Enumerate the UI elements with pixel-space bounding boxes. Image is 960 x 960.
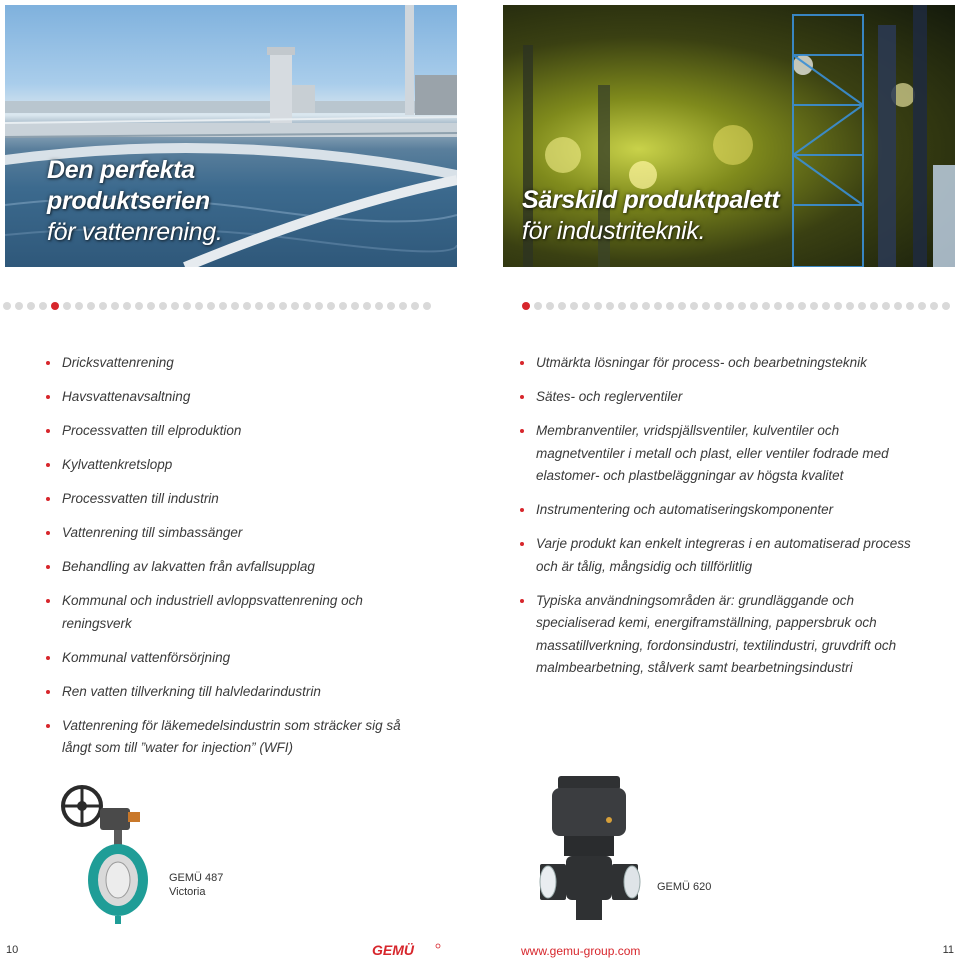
butterfly-valve-image bbox=[58, 780, 168, 925]
dot bbox=[798, 302, 806, 310]
dot bbox=[363, 302, 371, 310]
dot bbox=[942, 302, 950, 310]
dot bbox=[159, 302, 167, 310]
dot bbox=[279, 302, 287, 310]
dot bbox=[786, 302, 794, 310]
dot bbox=[834, 302, 842, 310]
dot bbox=[183, 302, 191, 310]
product-caption-gemu-487 bbox=[169, 871, 223, 899]
dot bbox=[870, 302, 878, 310]
list-item: Vattenrening till simbassänger bbox=[46, 522, 406, 545]
industrial-applications-list bbox=[520, 352, 920, 691]
dot bbox=[27, 302, 35, 310]
dot bbox=[894, 302, 902, 310]
dot bbox=[375, 302, 383, 310]
dot-divider-left bbox=[3, 302, 431, 312]
dot bbox=[255, 302, 263, 310]
list-item: Dricksvattenrening bbox=[46, 352, 406, 375]
list-item: Processvatten till industrin bbox=[46, 488, 406, 511]
dot bbox=[339, 302, 347, 310]
list-item: Kommunal vattenförsörjning bbox=[46, 647, 406, 670]
dot-divider-right bbox=[522, 302, 950, 312]
dot bbox=[219, 302, 227, 310]
list-item: Instrumentering och automatiseringskomponenter bbox=[520, 499, 920, 522]
dot bbox=[87, 302, 95, 310]
dot bbox=[546, 302, 554, 310]
hero-left-caption-line1: Den perfekta bbox=[47, 156, 195, 184]
dot bbox=[15, 302, 23, 310]
list-item: Utmärkta lösningar för process- och bearbetningsteknik bbox=[520, 352, 920, 375]
dot bbox=[207, 302, 215, 310]
list-item: Membranventiler, vridspjällsventiler, kulventiler och magnetventiler i metall och plast, eller ventiler fodrade med elastomer- och plastbeläggningar av högsta kvalitet bbox=[520, 420, 920, 488]
dot bbox=[738, 302, 746, 310]
dot bbox=[930, 302, 938, 310]
dot bbox=[822, 302, 830, 310]
dot bbox=[882, 302, 890, 310]
dot bbox=[690, 302, 698, 310]
dot bbox=[582, 302, 590, 310]
dot-active bbox=[522, 302, 530, 310]
dot bbox=[654, 302, 662, 310]
dot bbox=[726, 302, 734, 310]
dot bbox=[906, 302, 914, 310]
list-item: Behandling av lakvatten från avfallsupplag bbox=[46, 556, 406, 579]
list-item: Typiska användningsområden är: grundläggande och specialiserad kemi, energiframställning, pappersbruk och massatillverkning, fordonsindustri, textilindustri, gruvdrift och malmbearbetning, stålverk samt bearbetningsindustri bbox=[520, 590, 920, 680]
dot bbox=[423, 302, 431, 310]
list-item: Vattenrening för läkemedelsindustrin som sträcker sig så långt som till ”water for injection” (WFI) bbox=[46, 715, 406, 760]
hero-right-caption bbox=[522, 185, 779, 247]
dot bbox=[642, 302, 650, 310]
dot bbox=[810, 302, 818, 310]
dot bbox=[558, 302, 566, 310]
hero-right-caption-line2: för industriteknik. bbox=[522, 217, 706, 245]
hero-right-caption-line1: Särskild produktpalett bbox=[522, 186, 780, 214]
list-item: Kylvattenkretslopp bbox=[46, 454, 406, 477]
dot bbox=[123, 302, 131, 310]
gemu-logo bbox=[372, 942, 442, 958]
list-item: Processvatten till elproduktion bbox=[46, 420, 406, 443]
page-number-right: 11 bbox=[942, 944, 954, 956]
dot bbox=[387, 302, 395, 310]
dot-active bbox=[51, 302, 59, 310]
dot bbox=[570, 302, 578, 310]
dot bbox=[147, 302, 155, 310]
dot bbox=[63, 302, 71, 310]
dot bbox=[678, 302, 686, 310]
dot bbox=[399, 302, 407, 310]
dot bbox=[327, 302, 335, 310]
dot bbox=[411, 302, 419, 310]
list-item: Kommunal och industriell avloppsvattenrening och reningsverk bbox=[46, 590, 406, 635]
dot bbox=[534, 302, 542, 310]
dot bbox=[702, 302, 710, 310]
product-name-487: GEMÜ 487 bbox=[169, 872, 224, 884]
svg-text:GEMÜ: GEMÜ bbox=[372, 942, 414, 958]
dot bbox=[171, 302, 179, 310]
dot bbox=[315, 302, 323, 310]
dot bbox=[858, 302, 866, 310]
footer-url-link[interactable]: www.gemu-group.com bbox=[521, 944, 641, 958]
list-item: Havsvattenavsaltning bbox=[46, 386, 406, 409]
list-item: Varje produkt kan enkelt integreras i en automatiserad process och är tålig, mångsidig och tillförlitlig bbox=[520, 533, 920, 578]
dot bbox=[714, 302, 722, 310]
dot bbox=[291, 302, 299, 310]
hero-left-caption-line3: för vattenrening. bbox=[47, 218, 223, 246]
dot bbox=[351, 302, 359, 310]
water-applications-list bbox=[46, 352, 406, 771]
dot bbox=[111, 302, 119, 310]
dot bbox=[666, 302, 674, 310]
dot bbox=[243, 302, 251, 310]
hero-left-caption-line2: produktserien bbox=[47, 187, 210, 215]
dot bbox=[762, 302, 770, 310]
dot bbox=[750, 302, 758, 310]
dot bbox=[594, 302, 602, 310]
list-item: Ren vatten tillverkning till halvledarindustrin bbox=[46, 681, 406, 704]
dot bbox=[846, 302, 854, 310]
diaphragm-valve-image bbox=[536, 772, 646, 924]
hero-image-industrial-plant bbox=[503, 5, 955, 267]
dot bbox=[630, 302, 638, 310]
product-caption-gemu-620: GEMÜ 620 bbox=[657, 881, 712, 893]
dot bbox=[618, 302, 626, 310]
page-number-left: 10 bbox=[6, 944, 19, 956]
dot bbox=[774, 302, 782, 310]
dot bbox=[99, 302, 107, 310]
hero-image-water-treatment bbox=[5, 5, 457, 267]
dot bbox=[135, 302, 143, 310]
dot bbox=[39, 302, 47, 310]
list-item: Sätes- och reglerventiler bbox=[520, 386, 920, 409]
dot bbox=[267, 302, 275, 310]
product-subtitle-487: Victoria bbox=[169, 886, 206, 898]
dot bbox=[195, 302, 203, 310]
dot bbox=[231, 302, 239, 310]
dot bbox=[3, 302, 11, 310]
dot bbox=[918, 302, 926, 310]
dot bbox=[303, 302, 311, 310]
dot bbox=[606, 302, 614, 310]
hero-left-caption bbox=[47, 155, 223, 248]
dot bbox=[75, 302, 83, 310]
